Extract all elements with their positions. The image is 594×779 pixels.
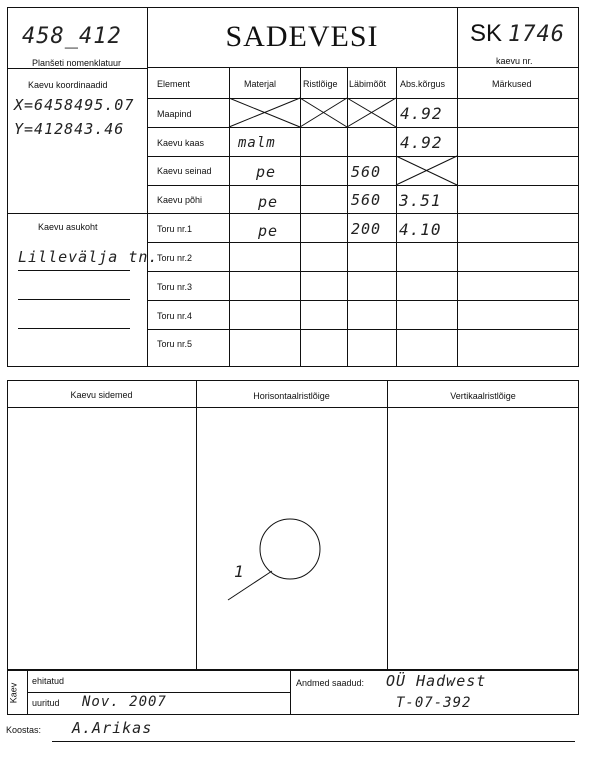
coordinates-label: Kaevu koordinaadid <box>28 80 108 90</box>
location-value: Lillevälja tn. <box>18 248 159 266</box>
row-element-4: Kaevu põhi <box>157 195 203 205</box>
footer-mid-divider <box>290 670 291 715</box>
material-bottom: pe <box>258 193 279 211</box>
pipe-number-label: 1 <box>234 562 245 581</box>
material-pipe-1: pe <box>258 222 279 240</box>
nomenclature-label: Planšeti nomenklatuur <box>32 58 122 68</box>
vertical-section-heading: Vertikaalristlõige <box>450 391 516 401</box>
well-prefix: SK <box>470 20 503 47</box>
nomenclature-value: 458_412 <box>22 24 122 49</box>
row-element-8: Toru nr.4 <box>157 311 193 321</box>
header-element: Element <box>157 79 191 89</box>
row-element-5: Toru nr.1 <box>157 224 193 234</box>
surveyed-value: Nov. 2007 <box>82 694 167 710</box>
elevation-cover: 4.92 <box>400 133 443 152</box>
surveyed-label: uuritud <box>32 698 60 708</box>
header-notes: Märkused <box>492 79 532 89</box>
header-diameter: Läbimõõt <box>349 79 387 89</box>
diameter-walls: 560 <box>351 163 382 181</box>
row-element-1: Maapind <box>157 109 192 119</box>
header-material: Materjal <box>244 79 277 89</box>
footer-side-label: Kaev <box>8 682 19 704</box>
data-from-label: Andmed saadud: <box>296 678 365 688</box>
row-element-3: Kaevu seinad <box>157 166 212 176</box>
page-title: SADEVESI <box>225 20 379 53</box>
data-from-value: OÜ Hadwest <box>386 672 487 690</box>
compiled-label: Koostas: <box>6 725 42 735</box>
row-element-7: Toru nr.3 <box>157 282 193 292</box>
compiled-rule <box>52 741 575 742</box>
coordinate-x: X=6458495.07 <box>14 96 135 114</box>
horizontal-section-heading: Horisontaalristlõige <box>253 391 330 401</box>
well-number-value: 1746 <box>508 22 565 47</box>
header-section: Ristlõige <box>303 79 338 89</box>
header-elevation: Abs.kõrgus <box>400 79 446 89</box>
connections-heading: Kaevu sidemed <box>70 390 133 400</box>
well-number-label: kaevu nr. <box>496 56 533 66</box>
row-element-2: Kaevu kaas <box>157 138 205 148</box>
built-label: ehitatud <box>32 676 65 686</box>
material-cover: malm <box>238 135 276 151</box>
material-walls: pe <box>256 163 277 181</box>
elevation-ground: 4.92 <box>400 104 443 123</box>
data-reference: T-07-392 <box>396 695 472 711</box>
location-label: Kaevu asukoht <box>38 222 98 232</box>
compiled-value: A.Arikas <box>72 719 153 737</box>
elevation-bottom: 3.51 <box>399 191 442 210</box>
coordinate-y: Y=412843.46 <box>14 120 125 138</box>
row-element-6: Toru nr.2 <box>157 253 193 263</box>
row-element-9: Toru nr.5 <box>157 339 193 349</box>
elevation-pipe-1: 4.10 <box>399 220 442 239</box>
diameter-pipe-1: 200 <box>351 220 382 238</box>
diameter-bottom: 560 <box>351 191 382 209</box>
footer-row-line <box>27 692 290 693</box>
